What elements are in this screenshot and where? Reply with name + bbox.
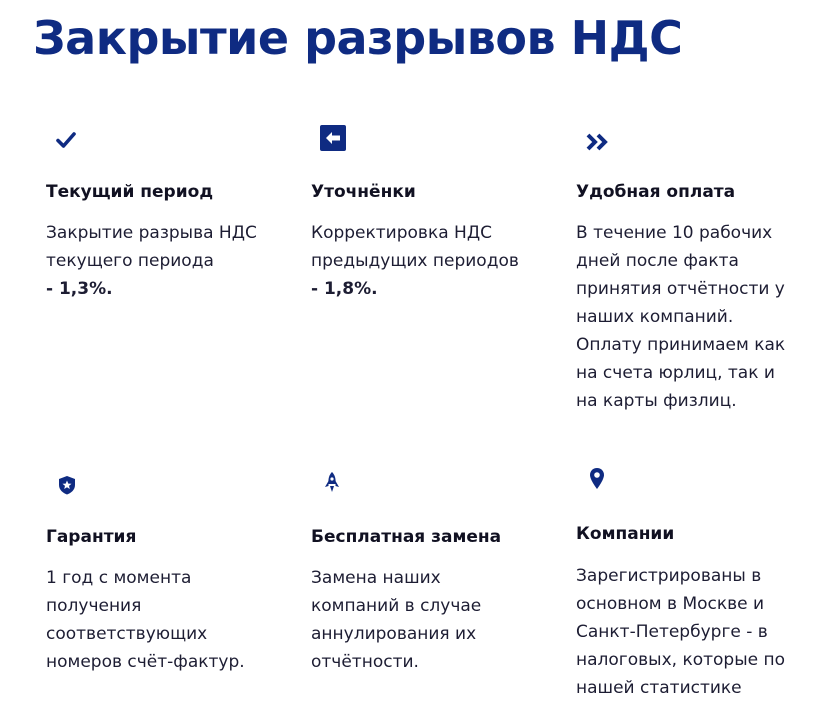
feature-card-current-period — [46, 125, 286, 325]
card-value: - 1,8%. — [311, 279, 378, 299]
card-heading: Компании — [576, 524, 675, 544]
page-title: Закрытие разрывов НДС — [33, 11, 683, 65]
card-text-line: Санкт-Петербурге - в — [576, 622, 768, 642]
card-text-line: наших компаний. — [576, 307, 734, 327]
card-text-line: соответствующих — [46, 624, 208, 644]
card-text-line: получения — [46, 596, 142, 616]
rocket-icon — [323, 470, 349, 496]
card-text-line: 1 год с момента — [46, 568, 192, 588]
card-text-line: аннулирования их — [311, 624, 477, 644]
card-text-line: компаний в случае — [311, 596, 482, 616]
card-text-line: на счета юрлиц, так и — [576, 363, 775, 383]
feature-card-convenient-payment — [576, 125, 816, 425]
arrow-left-square-icon — [320, 125, 346, 151]
card-text — [46, 564, 286, 676]
card-text-line: Оплату принимаем как — [576, 335, 786, 355]
card-text-line: принятия отчётности у — [576, 279, 785, 299]
card-text-line: Корректировка НДС — [311, 223, 492, 243]
card-text-line: отчётности. — [311, 652, 419, 672]
card-text-line: Замена наших — [311, 568, 441, 588]
card-text — [46, 219, 286, 303]
card-text — [311, 564, 551, 676]
check-icon — [56, 127, 82, 153]
feature-card-companies — [576, 466, 816, 702]
card-text — [576, 562, 816, 702]
card-heading: Текущий период — [46, 182, 214, 202]
double-chevron-right-icon — [586, 129, 612, 155]
card-text-line: Зарегистрированы в — [576, 566, 762, 586]
map-pin-icon — [589, 466, 615, 492]
feature-card-free-replacement — [311, 470, 551, 680]
card-text-line: на карты физлиц. — [576, 391, 737, 411]
card-text-line: налоговых, которые по — [576, 650, 786, 670]
card-text-line: нашей статистике — [576, 678, 742, 698]
card-value: - 1,3%. — [46, 279, 113, 299]
feature-card-corrections — [311, 125, 551, 325]
card-text-line: предыдущих периодов — [311, 251, 519, 271]
card-text — [576, 219, 816, 415]
card-text — [311, 219, 551, 303]
card-heading: Гарантия — [46, 527, 137, 547]
card-heading: Удобная оплата — [576, 182, 736, 202]
feature-card-guarantee — [46, 470, 286, 680]
card-text-line: основном в Москве и — [576, 594, 765, 614]
card-text-line: номеров счёт-фактур. — [46, 652, 245, 672]
card-text-line: В течение 10 рабочих — [576, 223, 773, 243]
card-text-line: Закрытие разрыва НДС — [46, 223, 257, 243]
shield-star-icon — [58, 472, 84, 498]
card-text-line: дней после факта — [576, 251, 739, 271]
card-heading: Уточнёнки — [311, 182, 416, 202]
card-heading: Бесплатная замена — [311, 527, 502, 547]
card-text-line: текущего периода — [46, 251, 214, 271]
